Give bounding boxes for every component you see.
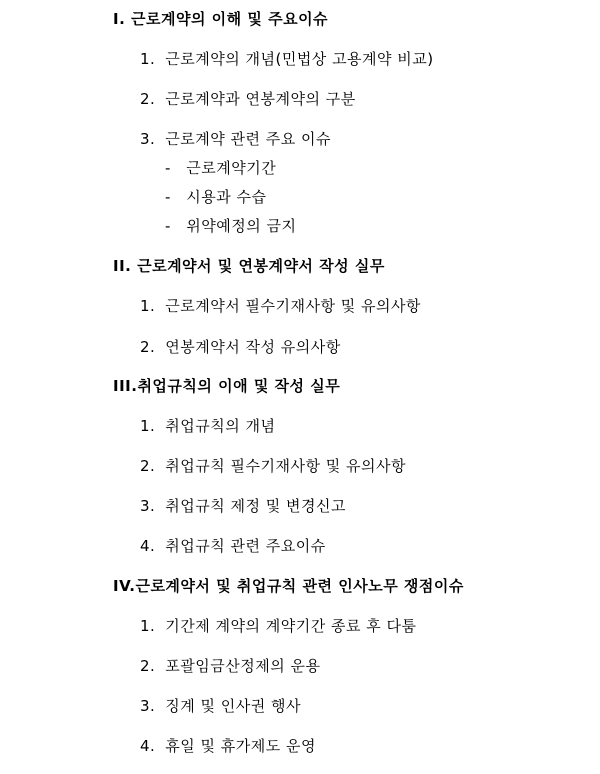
item-number: 1. bbox=[140, 417, 156, 435]
list-item bbox=[140, 336, 341, 357]
list-item bbox=[140, 415, 275, 436]
item-text: 취업규칙 제정 및 변경신고 bbox=[165, 497, 346, 515]
item-number: 1. bbox=[140, 50, 156, 68]
sub-item-text: 위약예정의 금지 bbox=[186, 217, 297, 235]
item-number: 1. bbox=[140, 297, 156, 315]
list-item bbox=[140, 48, 434, 69]
item-text: 근로계약과 연봉계약의 구분 bbox=[165, 90, 356, 108]
sub-list-item bbox=[165, 157, 276, 178]
item-number: 2. bbox=[140, 338, 156, 356]
item-number: 3. bbox=[140, 130, 156, 148]
section-title-2: II. 근로계약서 및 연봉계약서 작성 실무 bbox=[113, 257, 385, 275]
list-item bbox=[140, 495, 346, 516]
list-item bbox=[140, 455, 406, 476]
item-text: 기간제 계약의 계약기간 종료 후 다툼 bbox=[165, 617, 417, 635]
list-item bbox=[140, 735, 316, 756]
item-number: 1. bbox=[140, 617, 156, 635]
list-item bbox=[140, 655, 320, 676]
item-text: 취업규칙 필수기재사항 및 유의사항 bbox=[165, 457, 406, 475]
item-number: 2. bbox=[140, 457, 156, 475]
sub-item-dash: - bbox=[165, 217, 171, 235]
item-text: 휴일 및 휴가제도 운영 bbox=[165, 737, 316, 755]
item-text: 취업규칙의 개념 bbox=[165, 417, 276, 435]
item-text: 징계 및 인사권 행사 bbox=[165, 697, 302, 715]
item-text: 연봉계약서 작성 유의사항 bbox=[165, 338, 341, 356]
item-number: 4. bbox=[140, 737, 156, 755]
item-text: 근로계약의 개념(민법상 고용계약 비교) bbox=[165, 50, 434, 68]
sub-item-dash: - bbox=[165, 159, 171, 177]
section-title-1: I. 근로계약의 이해 및 주요이슈 bbox=[113, 10, 329, 28]
item-number: 3. bbox=[140, 497, 156, 515]
list-item bbox=[140, 295, 421, 316]
sub-item-text: 시용과 수습 bbox=[186, 188, 267, 206]
item-number: 4. bbox=[140, 537, 156, 555]
item-number: 2. bbox=[140, 90, 156, 108]
item-text: 근로계약 관련 주요 이슈 bbox=[165, 130, 331, 148]
sub-list-item bbox=[165, 215, 296, 236]
list-item bbox=[140, 88, 356, 109]
item-text: 취업규칙 관련 주요이슈 bbox=[165, 537, 326, 555]
list-item bbox=[140, 615, 416, 636]
item-text: 포괄임금산정제의 운용 bbox=[165, 657, 321, 675]
list-item bbox=[140, 128, 331, 149]
item-text: 근로계약서 필수기재사항 및 유의사항 bbox=[165, 297, 421, 315]
list-item bbox=[140, 535, 326, 556]
section-title-4: IV.근로계약서 및 취업규칙 관련 인사노무 쟁점이슈 bbox=[113, 577, 464, 595]
section-title-3: III.취업규칙의 이애 및 작성 실무 bbox=[113, 377, 341, 395]
item-number: 3. bbox=[140, 697, 156, 715]
item-number: 2. bbox=[140, 657, 156, 675]
sub-list-item bbox=[165, 186, 267, 207]
sub-item-text: 근로계약기간 bbox=[186, 159, 277, 177]
list-item bbox=[140, 695, 301, 716]
sub-item-dash: - bbox=[165, 188, 171, 206]
